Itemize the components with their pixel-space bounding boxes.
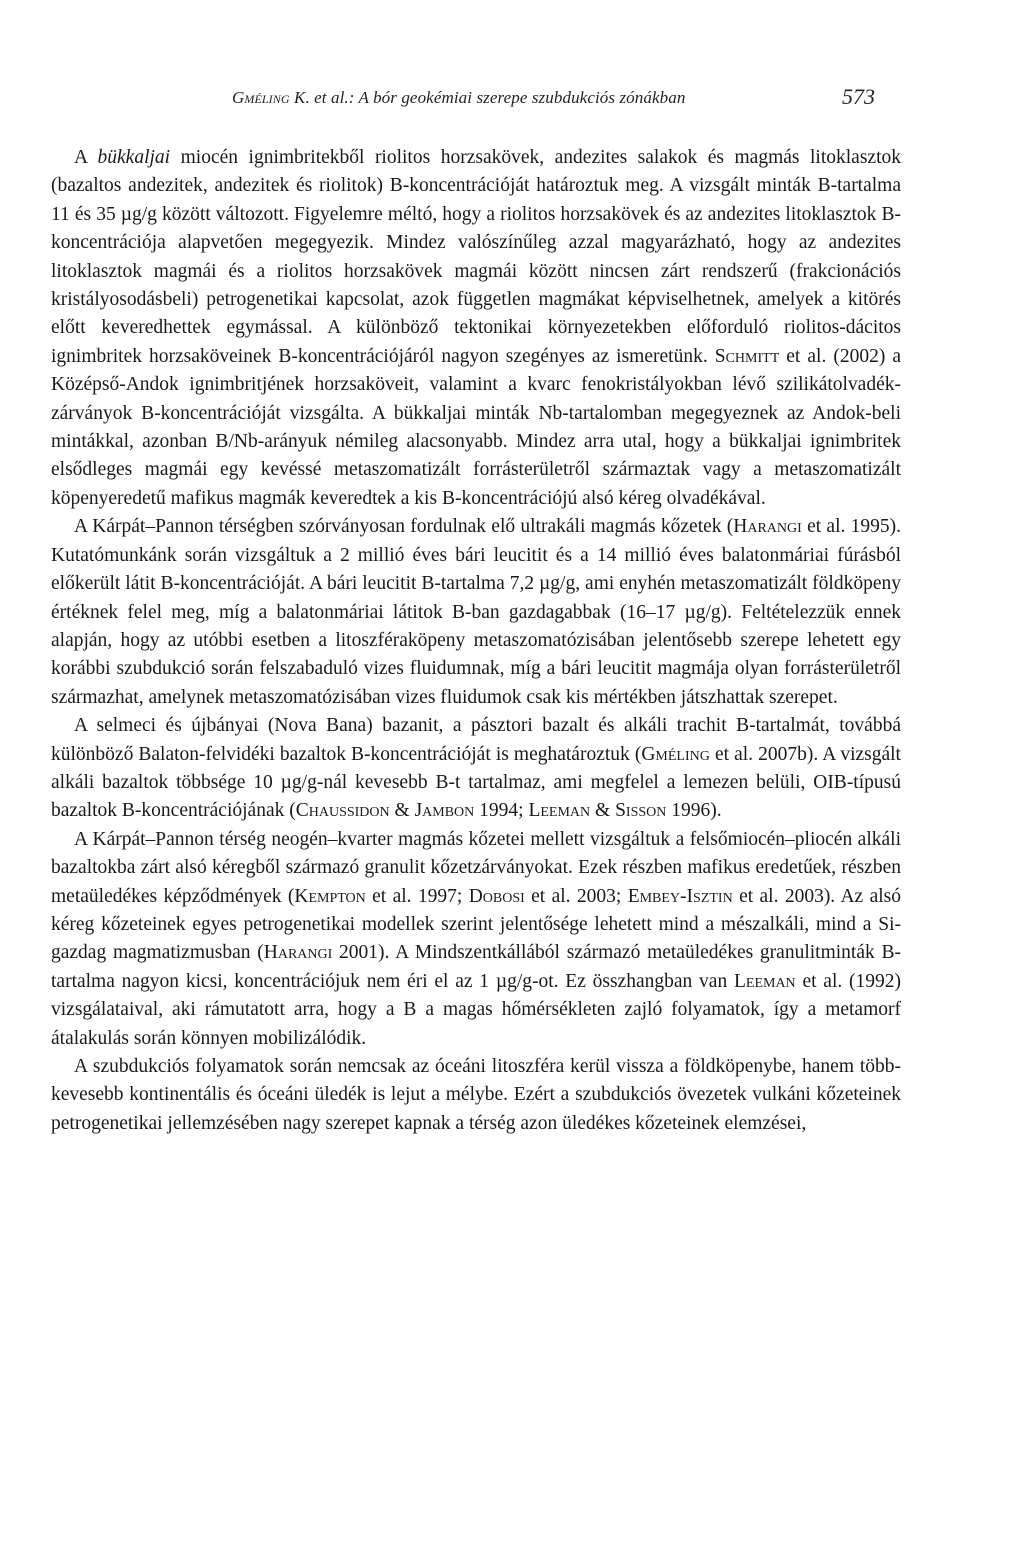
running-head [232,88,685,108]
text-run: A Kárpát–Pannon térség neogén–kvarter magmás kőzetei mellett vizsgáltuk a felsőmiocén–pliocén alkáli bazaltokba zárt alsó kéregből származó granulit kőzetzárványokat. Ezek részben mafikus eredetűek, részben metaüledékes képződmények ( [51,828,901,907]
text-run: et al. 1997; [365,885,469,907]
citation-author: Schmitt [714,345,780,367]
text-run: et al. 2003; [524,885,628,907]
citation-author: Jambon [414,800,475,822]
page-number: 573 [842,84,875,109]
citation-author: Dobosi [468,885,525,907]
citation-author: Kempton [294,885,366,907]
text-run: et al. 2007b). A vizsgált alkáli bazaltok többsége 10 µg/g-nál kevesebb B-t tartalmaz, ami megfelel a lemezen belüli, OIB-típusú bazaltok B-koncentrációjának ( [51,743,901,822]
citation-author: Embey-Isztin [627,885,733,907]
text-run: 2001). A Mindszentkállából származó metaüledékes granulitminták B-tartalma nagyon kicsi, koncentrációjuk nem éri el az 1 µg/g-ot. Ez összhangban van [51,942,901,992]
text-run: A selmeci és újbányai (Nova Bana) bazanit, a pásztori bazalt és alkáli trachit B-tartalmát, továbbá különböző Balaton-felvidéki bazaltok B-koncentrációját is meghatároztuk ( [51,715,901,765]
text-run: A [74,147,98,168]
text-run: et al. (1992) vizsgálataival, aki rámutatott arra, hogy a B a magas hőmérsékleten zajló folyamatok, így a metamorf átalakulás során könnyen mobilizálódik. [51,970,901,1049]
text-run: miocén ignimbritekből riolitos horzsakövek, andezites salakok és magmás litoklasztok (bazaltos andezitek, andezitek és riolitok) B-koncentrációját határoztuk meg. A vizsgált minták B-tartalma 11 és 35 µg/g között változott. Figyelemre méltó, hogy a riolitos horzsakövek és az andezites litoklasztok B-koncentrációja alapvetően megegyezik. Mindez valószínűleg azzal magyarázható, hogy az andezites litoklasztok magmái és a riolitos horzsakövek magmái között nincsen zárt rendszerű (frakcionációs kristályosodásbeli) petrogenetikai kapcsolat, azok független magmákat képviselhetnek, amelyek a kitörés előtt keveredhettek egymással. A különböző tektonikai környezetekben előforduló riolitos-dácitos ignimbritek horzsaköveinek B-koncentrációjáról nagyon szegényes az ismeretünk. [51,147,901,367]
paragraph-1 [51,144,901,513]
text-run: et al. (2002) a Középső-Andok ignimbritjének horzsaköveit, valamint a kvarc fenokristályokban lévő szilikátolvadék-zárványok B-koncentrációját vizsgálta. A bükkaljai minták Nb-tartalomban megegyeznek az Andok-beli mintákkal, azonban B/Nb-arányuk némileg alacsonyabb. Mindez arra utal, hogy a bükkaljai ignimbritek elsődleges magmái egy kevéssé metaszomatizált forrásterületről származtak vagy a metaszomatizált köpenyeredetű mafikus magmák keveredtek a kis B-koncentrációjú alsó kéreg olvadékával. [51,345,901,509]
text-run: & [389,800,415,822]
citation-author: Sisson [615,800,667,822]
citation-author: Leeman [733,970,796,992]
citation-author: Harangi [263,942,333,964]
text-run: 1996). [666,800,722,822]
text-run: A szubdukciós folyamatok során nemcsak az óceáni litoszféra kerül vissza a földköpenybe, hanem több-kevesebb kontinentális és óceáni üledék is lejut a mélybe. Ezért a szubdukciós övezetek vulkáni kőzeteinek petrogenetikai jellemzésében nagy szerepet kapnak a térség azon üledékes kőzeteinek elemzései, [51,1056,901,1134]
paragraph-5 [51,1053,901,1138]
running-head-author: Gméling [232,88,290,107]
text-run: et al. 2003). Az alsó kéreg kőzeteinek egyes petrogenetikai modellek szerint jelentősége lehetett mind a mészalkáli, mind a Si-gazdag magmatizmusban ( [51,885,901,964]
citation-author: Gméling [641,743,710,765]
body-text [51,144,901,1138]
text-run: 1994; [474,800,529,822]
text-run: A Kárpát–Pannon térségben szórványosan fordulnak elő ultrakáli magmás kőzetek ( [74,516,734,538]
paragraph-3 [51,712,901,826]
running-head-title: K. et al.: A bór geokémiai szerepe szubdukciós zónákban [289,88,686,107]
text-run: et al. 1995). Kutatómunkánk során vizsgáltuk a 2 millió éves bári leucitit és a 14 millió éves balatonmáriai fúrásból előkerült látit B-koncentrációját. A bári leucitit B-tartalma 7,2 µg/g, ami enyhén metaszomatizált földköpeny értéknek felel meg, míg a balatonmáriai látitok B-ban gazdagabbak (16–17 µg/g). Feltételezzük ennek alapján, hogy az utóbbi esetben a litoszféraköpeny metaszomatózisában jelentősebb szerepe lehetett egy korábbi szubdukció során felszabaduló vizes fluidumnak, míg a bári leucitit magmája olyan forrásterületről származhat, amelynek metaszomatózisában vizes fluidumok csak kis mértékben játszhattak szerepet. [51,516,901,708]
citation-author: Leeman [528,800,591,822]
citation-author: Chaussidon [295,800,390,822]
paragraph-2 [51,513,901,712]
citation-author: Harangi [733,516,802,538]
emphasis-text: bükkaljai [97,147,171,168]
paragraph-4 [51,826,901,1053]
text-run: & [590,800,616,822]
